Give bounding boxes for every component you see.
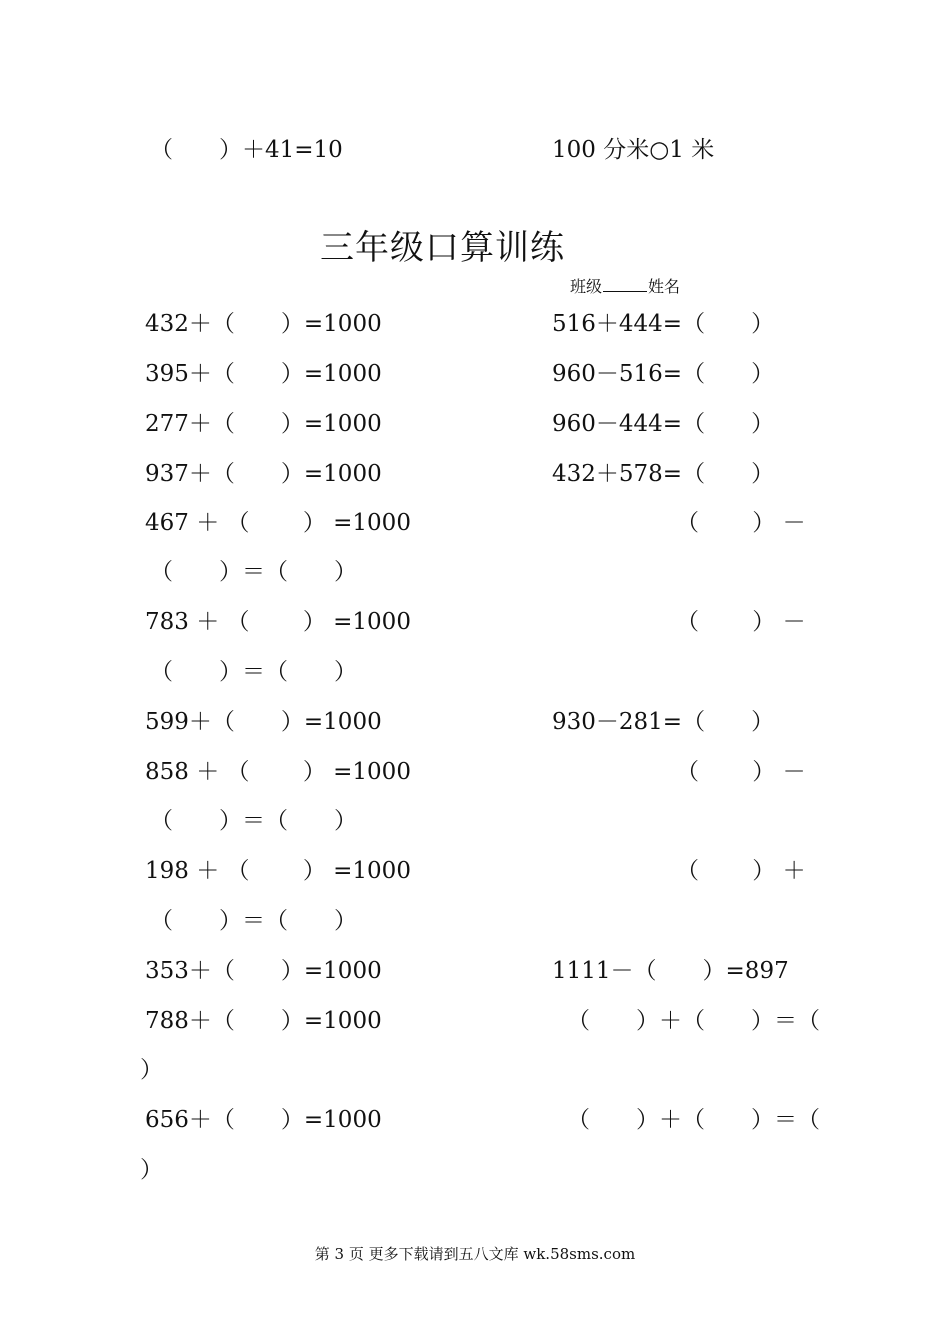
left-line-11: （ ）＝（ ） [150,808,357,834]
right-line-12: （ ） ＋ [676,858,806,884]
class-name-field [570,276,680,298]
left-line-14: 353＋（ ）=1000 [145,958,382,984]
left-line-9: 599＋（ ）=1000 [145,709,382,735]
right-line-10: （ ） － [676,759,806,785]
left-line-2: 395＋（ ）=1000 [145,361,382,387]
page-title: 三年级口算训练 [320,228,565,268]
left-line-8: （ ）＝（ ） [150,659,357,685]
class-blank-line [603,277,647,292]
right-line-7: （ ） － [676,609,806,635]
right-line-3: 960－444=（ ） [552,411,775,437]
left-line-3: 277＋（ ）=1000 [145,411,382,437]
left-line-1: 432＋（ ）=1000 [145,311,382,337]
left-line-15: 788＋（ ）=1000 [145,1008,382,1034]
left-line-10: 858 ＋ （ ） =1000 [145,759,411,785]
page-footer: 第 3 页 更多下载请到五八文库 wk.58sms.com [314,1245,636,1263]
right-line-14: 1111－（ ）=897 [552,958,789,984]
left-line-17: 656＋（ ）=1000 [145,1107,382,1133]
left-line-6: （ ）＝（ ） [150,559,357,585]
class-label: 班级 [570,277,603,296]
left-line-13: （ ）＝（ ） [150,908,357,934]
top-equation-left: （ ）＋41=10 [150,137,343,163]
left-line-18: ） [140,1157,163,1183]
right-line-4: 432＋578=（ ） [552,461,775,487]
name-label: 姓名 [648,277,681,296]
right-line-1: 516＋444=（ ） [552,311,775,337]
right-line-5: （ ） － [676,510,806,536]
right-line-9: 930－281=（ ） [552,709,775,735]
right-line-2: 960－516=（ ） [552,361,775,387]
right-line-17: （ ）＋（ ）＝（ [567,1107,820,1133]
left-line-7: 783 ＋ （ ） =1000 [145,609,411,635]
top-comparison-right: 100 分米○1 米 [552,137,715,163]
left-line-5: 467 ＋ （ ） =1000 [145,510,411,536]
right-line-15: （ ）＋（ ）＝（ [567,1008,820,1034]
left-line-12: 198 ＋ （ ） =1000 [145,858,411,884]
left-line-4: 937＋（ ）=1000 [145,461,382,487]
left-line-16: ） [140,1057,163,1083]
